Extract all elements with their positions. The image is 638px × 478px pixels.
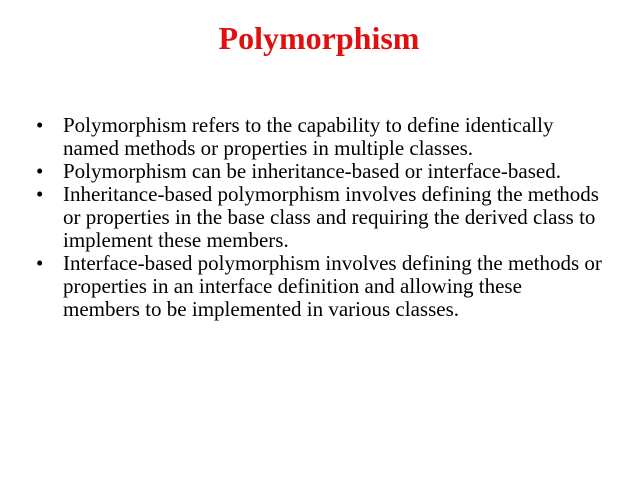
bullet-icon: • [36,159,44,183]
bullet-text: Interface-based polymorphism involves defining the methods or properties in an interface definition and allowing these members to be implemented in various classes. [63,251,602,321]
slide-title: Polymorphism [218,20,420,56]
bullet-icon: • [36,182,44,206]
bullet-text: Polymorphism can be inheritance-based or interface-based. [63,159,561,183]
bullet-icon: • [36,251,44,275]
bullet-list [36,114,602,321]
bullet-item [36,160,602,183]
bullet-text: Inheritance-based polymorphism involves defining the methods or properties in the base class and requiring the derived class to implement these members. [63,182,599,252]
bullet-item [36,252,602,321]
bullet-item [36,183,602,252]
bullet-item [36,114,602,160]
bullet-icon: • [36,113,44,137]
bullet-text: Polymorphism refers to the capability to define identically named methods or properties in multiple classes. [63,113,554,160]
